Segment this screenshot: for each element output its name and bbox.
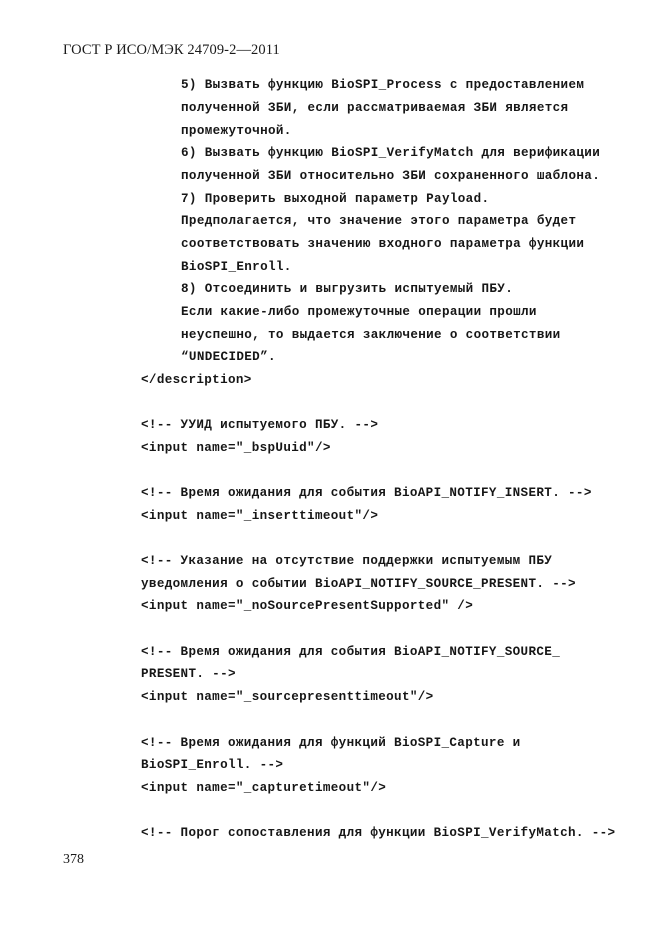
description-line: промежуточной. [181,124,292,138]
input-comment: <!-- Время ожидания для функций BioSPI_Capture и [141,736,521,750]
input-comment: <!-- УУИД испытуемого ПБУ. --> [141,418,379,432]
description-close-tag: </description> [141,373,252,387]
input-element-bspuuid: <input name="_bspUuid"/> [141,441,331,455]
input-element-sourcepresenttimeout: <input name="_sourcepresenttimeout"/> [141,690,434,704]
input-element-capturetimeout: <input name="_capturetimeout"/> [141,781,387,795]
input-comment: BioSPI_Enroll. --> [141,758,284,772]
description-line: Предполагается, что значение этого параметра будет [181,214,577,228]
description-line: полученной ЗБИ, если рассматриваемая ЗБИ является [181,101,569,115]
input-comment: <!-- Время ожидания для события BioAPI_NOTIFY_SOURCE_ [141,645,561,659]
input-comment: <!-- Порог сопоставления для функции BioSPI_VerifyMatch. --> [141,826,616,840]
input-comment: PRESENT. --> [141,667,236,681]
description-line: соответствовать значению входного параметра функции [181,237,585,251]
input-element-nosourcepresentsupported: <input name="_noSourcePresentSupported" /> [141,599,474,613]
input-comment: <!-- Время ожидания для события BioAPI_NOTIFY_INSERT. --> [141,486,592,500]
page-number: 378 [63,852,84,867]
description-line: BioSPI_Enroll. [181,260,292,274]
description-line: полученной ЗБИ относительно ЗБИ сохраненного шаблона. [181,169,601,183]
input-comment: уведомления о событии BioAPI_NOTIFY_SOURCE_PRESENT. --> [141,577,576,591]
document-standard-header: ГОСТ Р ИСО/МЭК 24709-2—2011 [63,42,280,58]
description-line: 8) Отсоединить и выгрузить испытуемый ПБУ. [181,282,514,296]
description-line: 5) Вызвать функцию BioSPI_Process с предоставлением [181,78,585,92]
input-element-inserttimeout: <input name="_inserttimeout"/> [141,509,379,523]
description-line: 7) Проверить выходной параметр Payload. [181,192,490,206]
description-line: неуспешно, то выдается заключение о соответствии [181,328,561,342]
description-line: 6) Вызвать функцию BioSPI_VerifyMatch для верификации [181,146,601,160]
description-line: Если какие-либо промежуточные операции прошли [181,305,537,319]
input-comment: <!-- Указание на отсутствие поддержки испытуемым ПБУ [141,554,553,568]
description-line: “UNDECIDED”. [181,350,276,364]
